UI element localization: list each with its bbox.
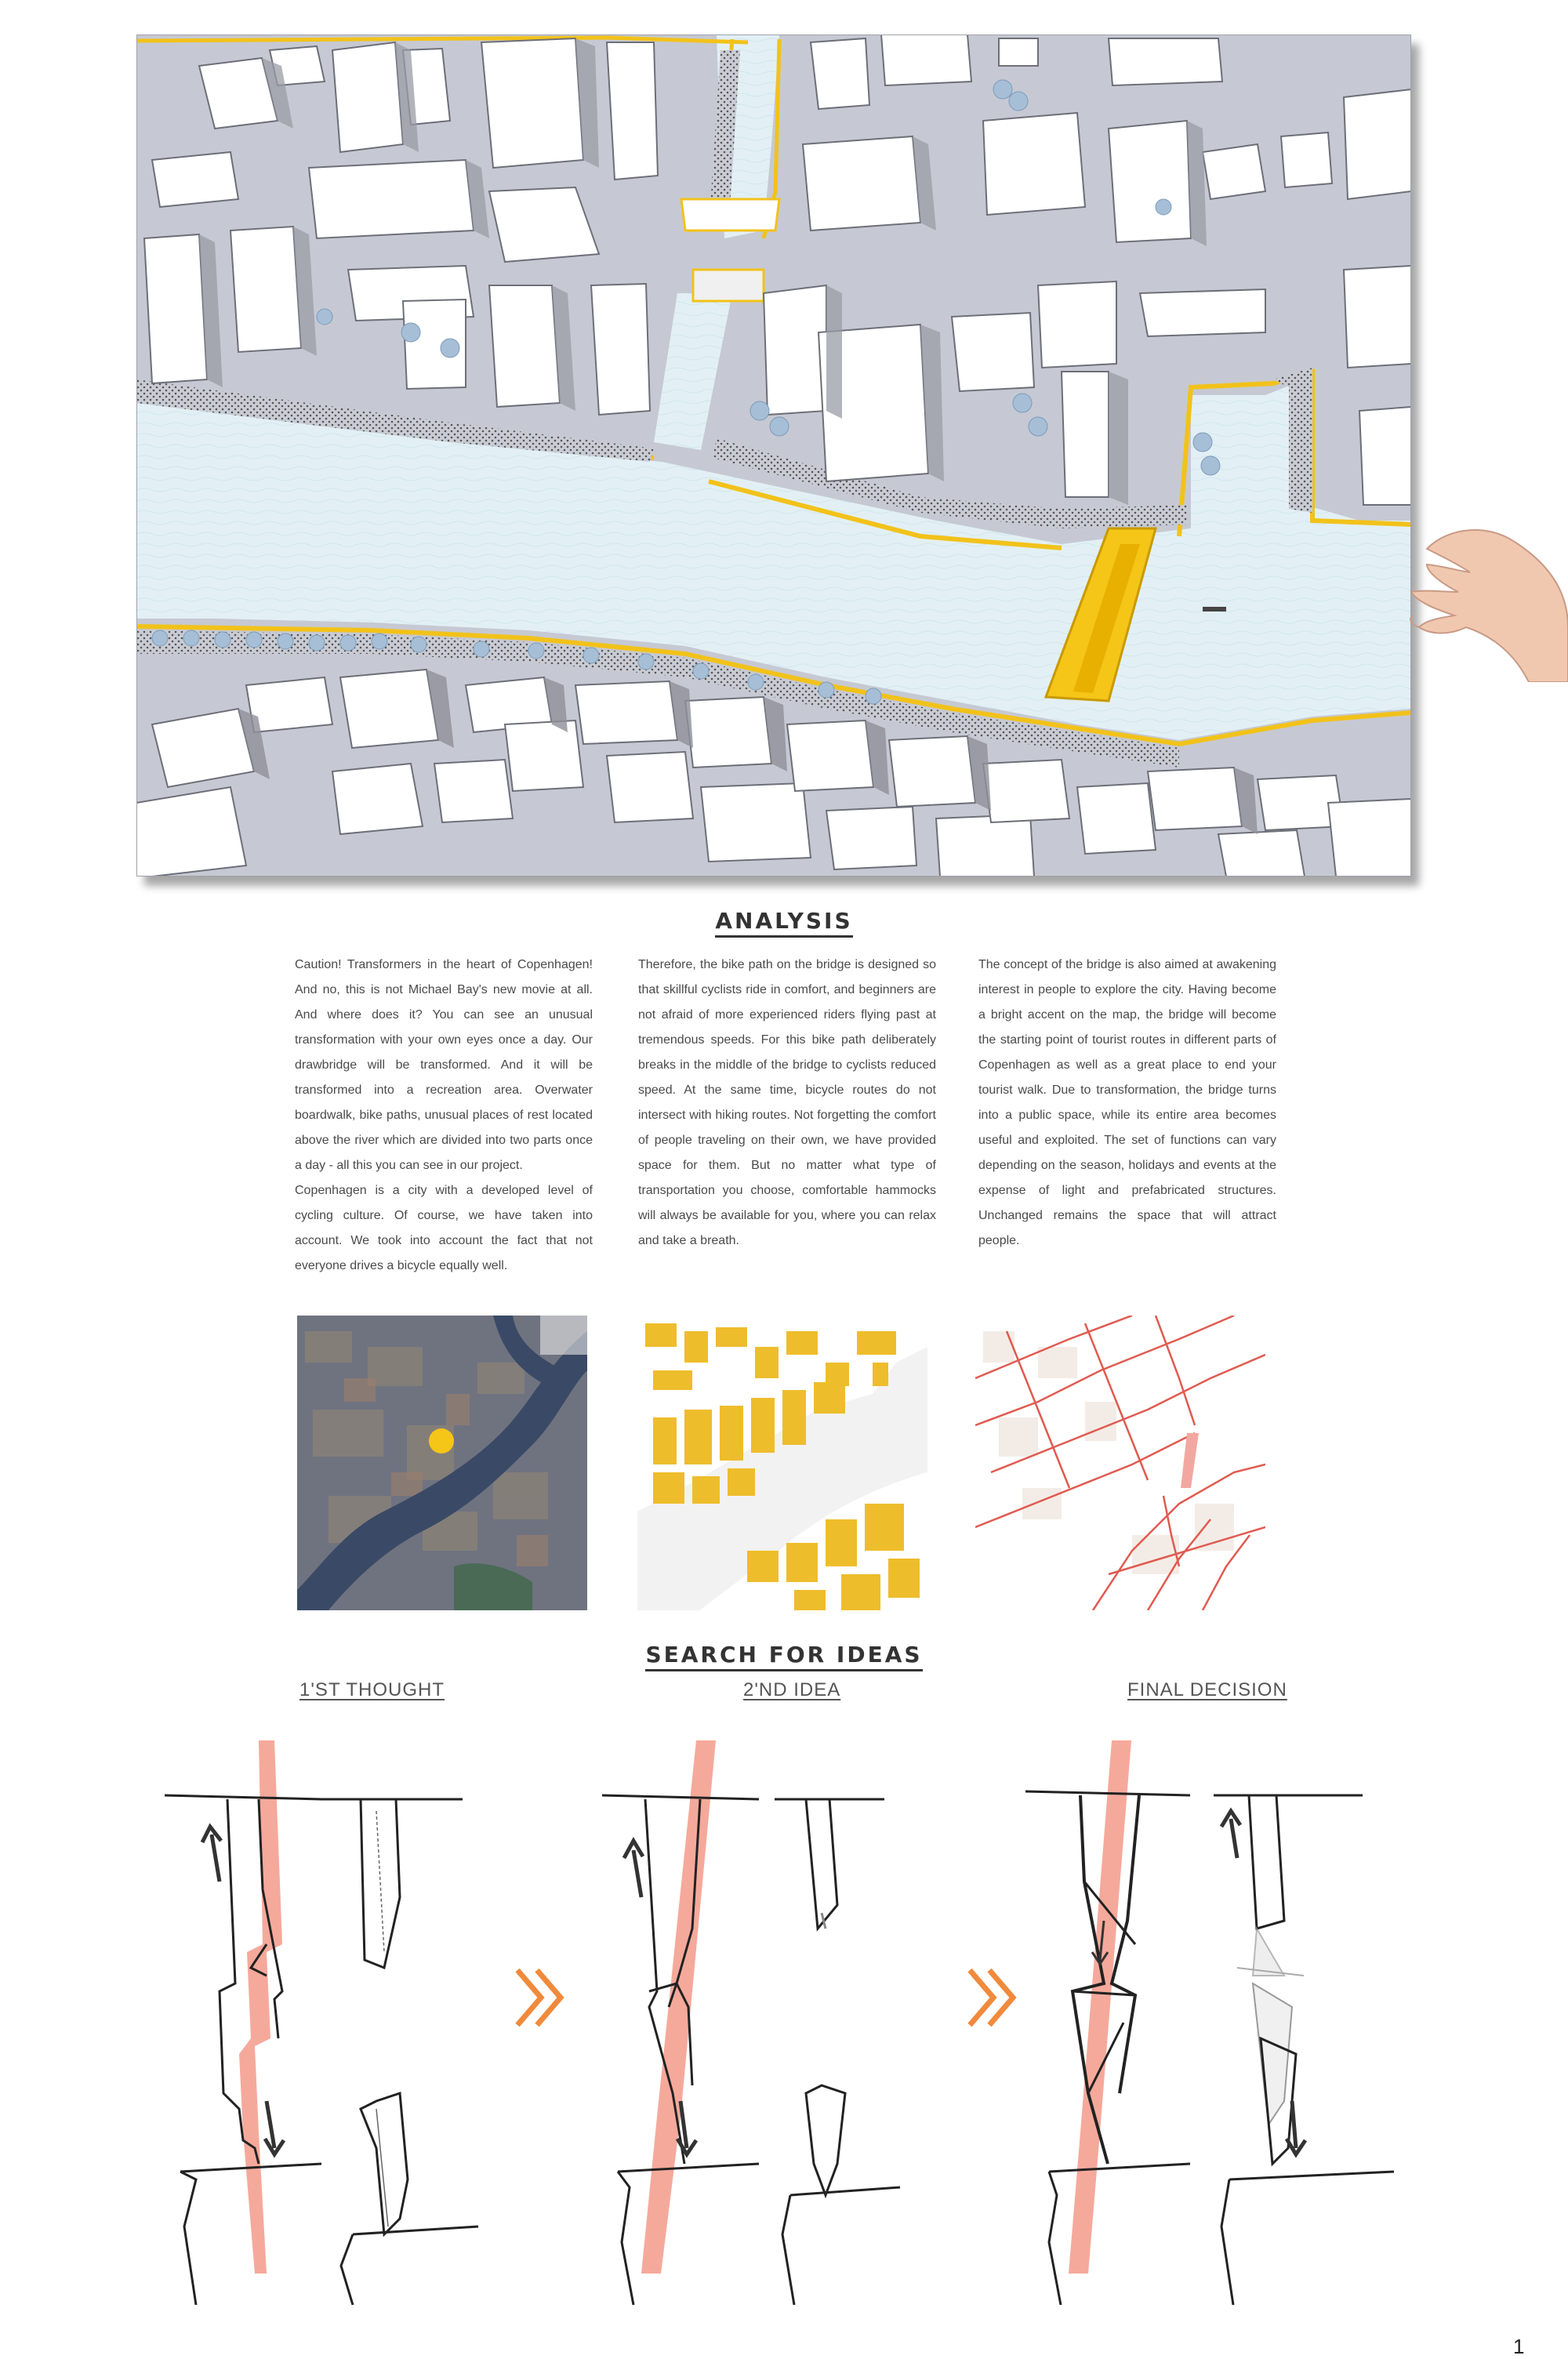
chevron-right-icon <box>966 1966 1021 2033</box>
first-thought-sketch <box>165 1725 510 2309</box>
location-dot-icon <box>429 1428 454 1454</box>
up-arrow-icon <box>202 1827 221 1882</box>
analysis-column-1: Caution! Transformers in the heart of Copenhagen! And no, this is not Michael Bay's new movie at all. And where does it? You can see an unusual transformation with your own eyes once a day. Our drawbridge will be transformed. And it will be transformed into a recreation area. Overwater boardwalk, bike paths, unusual places of rest located above the river which are divided into two parts once a day - all this you can see in our project. Copenhagen is a city with a developed level of cycling culture. Of course, we have taken into account. We took into account the fact that not everyone drives a bicycle equally well. <box>295 958 593 1272</box>
final-decision-label: FINAL DECISION <box>1127 1679 1287 1700</box>
first-thought-label: 1'ST THOUGHT <box>299 1679 445 1700</box>
building-footprint-thumbnail <box>637 1316 927 1610</box>
final-decision-sketch <box>1025 1725 1417 2309</box>
second-idea-sketch <box>602 1725 947 2309</box>
analysis-column-2: Therefore, the bike path on the bridge is designed so that skillful cyclists ride in comfort, and beginners are not afraid of more experienced riders flying past at tremendous speeds. For this bike path deliberately breaks in the middle of the bridge to cyclists reduced speed. At the same time, bicycle routes do not intersect with hiking routes. Not forgetting the comfort of people traveling on their own, we have provided space for them. But no matter what type of transportation you choose, comfortable hammocks will always be available for you, where you can relax and take a breath. <box>638 958 936 1247</box>
down-arrow-icon <box>265 2101 284 2154</box>
search-for-ideas-heading: SEARCH FOR IDEAS <box>0 1642 1568 1668</box>
page-number: 1 <box>1513 2335 1525 2358</box>
aerial-map-illustration <box>136 34 1411 876</box>
second-idea-label: 2'ND IDEA <box>743 1679 841 1700</box>
satellite-map-thumbnail <box>297 1316 587 1610</box>
chevron-right-icon <box>514 1966 568 2033</box>
hand-icon <box>1396 517 1568 682</box>
analysis-heading: ANALYSIS <box>0 908 1568 934</box>
analysis-column-3: The concept of the bridge is also aimed at awakening interest in people to explore the city. Having become a bright accent on the map, the bridge will become the starting point of tourist routes in different parts of Copenhagen as well as a great place to end your tourist walk. Due to transformation, the bridge turns into a public space, while its entire area becomes useful and exploited. The set of functions can vary depending on the season, holidays and events at the expense of light and prefabricated structures. Unchanged remains the space that will attract people. <box>978 958 1276 1247</box>
route-network-thumbnail <box>975 1316 1265 1610</box>
